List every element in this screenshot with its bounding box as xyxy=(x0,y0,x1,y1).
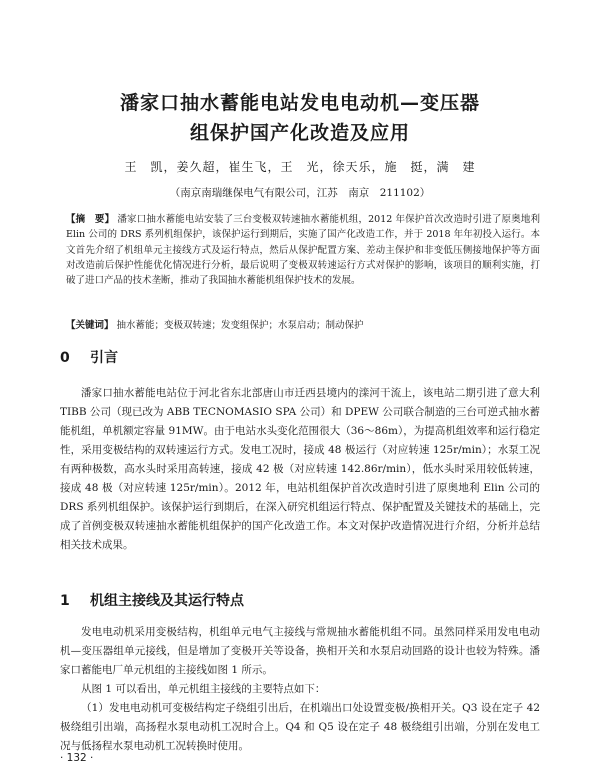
body-paragraph: 从图 1 可以看出，单元机组主接线的主要特点如下： xyxy=(81,683,326,695)
section-title: 机组主接线及其运行特点 xyxy=(90,593,244,609)
keywords-label: 【关键词】 xyxy=(66,320,114,331)
keywords xyxy=(66,318,540,333)
paper-title-line-1: 潘家口抽水蓄能电站发电电动机—变压器 xyxy=(119,92,480,114)
section-number: 1 xyxy=(60,593,70,609)
keywords-text: 抽水蓄能；变极双转速；发变组保护；水泵启动；制动保护 xyxy=(116,320,364,331)
introduction-paragraph: 潘家口抽水蓄能电站位于河北省东北部唐山市迁西县境内的滦河干流上，该电站二期引进了意大利 TIBB 公司（现已改为 ABB TECNOMASIO SPA 公司）和 DPEW 公司联合制造的三台可逆式抽水蓄能机组，单机额定容量 91MW。由于电站水头变化范围很大（36～86m），为提高机组效率和运行稳定性，采用变极结构的双转速运行方式。发电工况时，接成 48 极运行（对应转速 125r/min）；水泵工况有两种极数，高水头时采用高转速，接成 42 极（对应转速 142.86r/min），低水头时采用较低转速，接成 48 极（对应转速 125r/min）。2012 年，电站机组保护首次改造时引进了原奥地利 Elin 公司的 DRS 系列机组保护。该保护运行到期后，在深入研究机组运行特点、保护配置及关键技术的基础上，完成了首例变极双转速抽水蓄能机组保护的国产化改造工作。本文对保护改造情况进行介绍，分析并总结相关技术成果。 xyxy=(60,387,540,551)
paper-title-line-2: 组保护国产化改造及应用 xyxy=(189,122,410,144)
affiliation: （南京南瑞继保电气有限公司，江苏 南京 211102） xyxy=(169,187,431,199)
section-title: 引言 xyxy=(90,350,118,366)
abstract xyxy=(66,212,540,288)
body-paragraph: 发电电动机采用变极结构，机组单元电气主接线与常规抽水蓄能机组不同。虽然同样采用发电电动机—变压器组单元接线，但是增加了变极开关等设备，换相开关和水泵启动回路的设计也较为特殊。潘家口蓄能电厂单元机组的主接线如图 1 所示。 xyxy=(60,626,540,676)
page-number: · 132 · xyxy=(60,752,94,764)
section-heading-main-wiring xyxy=(60,591,244,611)
body-paragraph: （1）发电电动机可变极结构定子绕组引出后，在机端出口处设置变极/换相开关。Q3 设在定子 42 极绕组引出端，高扬程水泵电动机工况时合上。Q4 和 Q5 设在定子 48 极绕组引出端，分别在发电工况与低扬程水泵电动机工况转换时使用。 xyxy=(60,702,540,752)
abstract-text: 潘家口抽水蓄能电站安装了三台变极双转速抽水蓄能机组，2012 年保护首次改造时引进了原奥地利 Elin 公司的 DRS 系列机组保护，该保护运行到期后，实施了国产化改造工作，并于 2018 年年初投入运行。本文首先介绍了机组单元主接线方式及运行特点，然后从保护配置方案、差动主保护和非变低压侧接地保护等方面对改造前后保护性能优化情况进行分析，最后说明了变极双转速运行方式对保护的影响，该项目的顺利实施，打破了进口产品的技术垄断，推动了我国抽水蓄能机组保护技术的发展。 xyxy=(66,214,540,287)
section-heading-introduction xyxy=(60,348,118,368)
author-list: 王 凯，姜久超，崔生飞，王 光，徐天乐，施 挺，满 建 xyxy=(124,160,476,174)
section-number: 0 xyxy=(60,350,70,366)
abstract-label: 【摘 要】 xyxy=(66,214,115,225)
